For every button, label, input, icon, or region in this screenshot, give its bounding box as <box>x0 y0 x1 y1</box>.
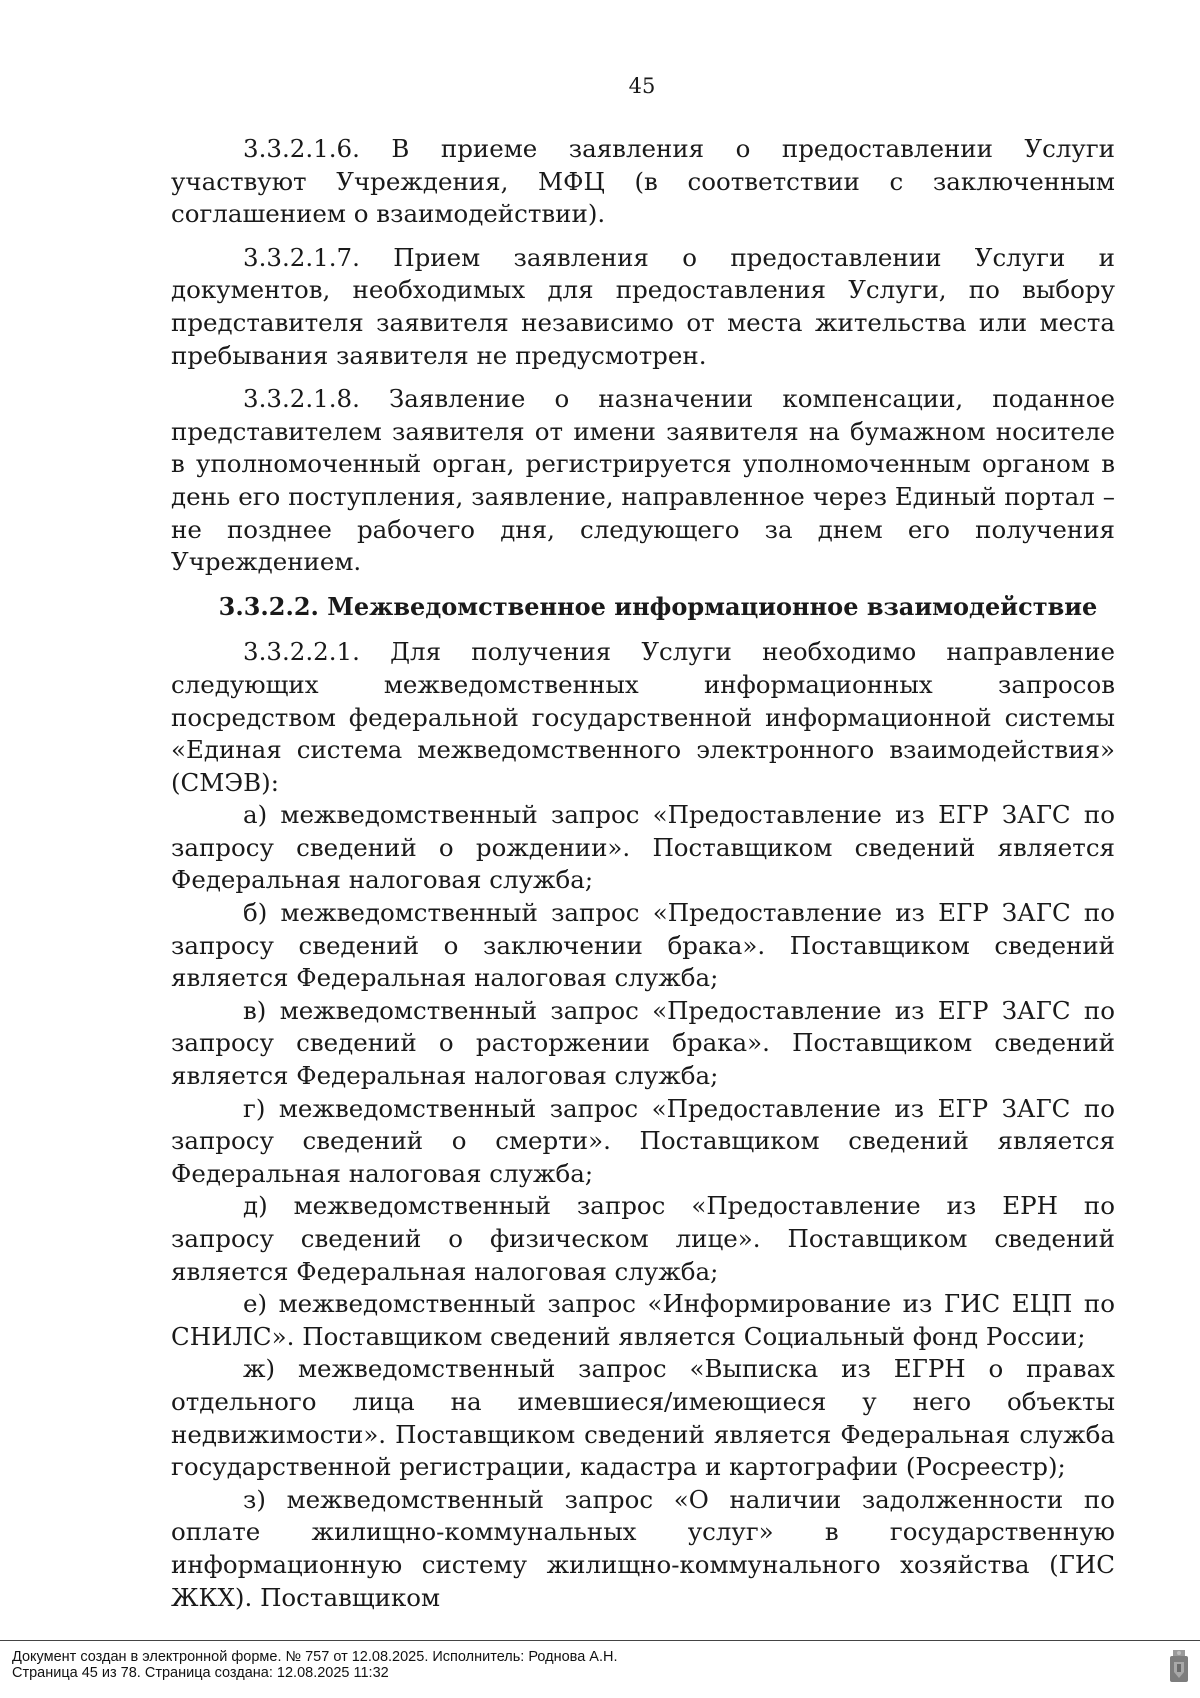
list-item-b: б) межведомственный запрос «Предоставление из ЕГР ЗАГС по запросу сведений о заключении брака». Поставщиком сведений является Федеральная налоговая служба; <box>171 898 1115 993</box>
document-body <box>171 133 1115 1614</box>
paragraph-3-3-2-2-1: 3.3.2.2.1. Для получения Услуги необходимо направление следующих межведомственных информационных запросов посредством федеральной государственной информационной системы «Единая система межведомственного электронного взаимодействия» (СМЭВ): <box>171 637 1115 797</box>
list-item-v: в) межведомственный запрос «Предоставление из ЕГР ЗАГС по запросу сведений о расторжении брака». Поставщиком сведений является Федеральная налоговая служба; <box>171 995 1115 1091</box>
list-item-a: а) межведомственный запрос «Предоставление из ЕГР ЗАГС по запросу сведений о рождении». Поставщиком сведений является Федеральная налоговая служба; <box>171 800 1115 895</box>
list-item-z: з) межведомственный запрос «О наличии задолженности по оплате жилищно-коммунальных услуг» в государственную информационную систему жилищно-коммунального хозяйства (ГИС ЖКХ). Поставщиком <box>171 1484 1115 1612</box>
list-item-e: е) межведомственный запрос «Информирование из ГИС ЕЦП по СНИЛС». Поставщиком сведений является Социальный фонд России; <box>171 1289 1115 1351</box>
paragraph-3-3-2-1-7: 3.3.2.1.7. Прием заявления о предоставлении Услуги и документов, необходимых для предоставления Услуги, по выбору представителя заявителя независимо от места жительства или места пребывания заявителя не предусмотрен. <box>171 242 1115 370</box>
coat-of-arms-icon <box>1168 1648 1190 1684</box>
list-item-g: г) межведомственный запрос «Предоставление из ЕГР ЗАГС по запросу сведений о смерти». Поставщиком сведений является Федеральная налоговая служба; <box>171 1093 1115 1188</box>
footer-page-info: Страница 45 из 78. Страница создана: 12.08.2025 11:32 <box>12 1665 389 1681</box>
list-item-zh: ж) межведомственный запрос «Выписка из ЕГРН о правах отдельного лица на имевшиеся/имеющиеся у него объекты недвижимости». Поставщиком сведений является Федеральная служба государственной регистрации, кадастра и картографии (Росреестр); <box>171 1354 1115 1482</box>
document-footer <box>0 1640 1200 1681</box>
paragraph-3-3-2-1-8: 3.3.2.1.8. Заявление о назначении компенсации, поданное представителем заявителя от имени заявителя на бумажном носителе в уполномоченный орган, регистрируется уполномоченным органом в день его поступления, заявление, направленное через Единый портал – не позднее рабочего дня, следующего за днем его получения Учреждением. <box>171 384 1115 577</box>
footer-document-info: Документ создан в электронной форме. № 757 от 12.08.2025. Исполнитель: Роднова А.Н. <box>12 1649 618 1665</box>
page-number: 45 <box>628 74 656 98</box>
section-heading: 3.3.2.2. Межведомственное информационное взаимодействие <box>218 591 1098 621</box>
list-item-d: д) межведомственный запрос «Предоставление из ЕРН по запросу сведений о физическом лице». Поставщиком сведений является Федеральная налоговая служба; <box>171 1191 1115 1286</box>
paragraph-3-3-2-1-6: 3.3.2.1.6. В приеме заявления о предоставлении Услуги участвуют Учреждения, МФЦ (в соответствии с заключенным соглашением о взаимодействии). <box>171 134 1115 229</box>
